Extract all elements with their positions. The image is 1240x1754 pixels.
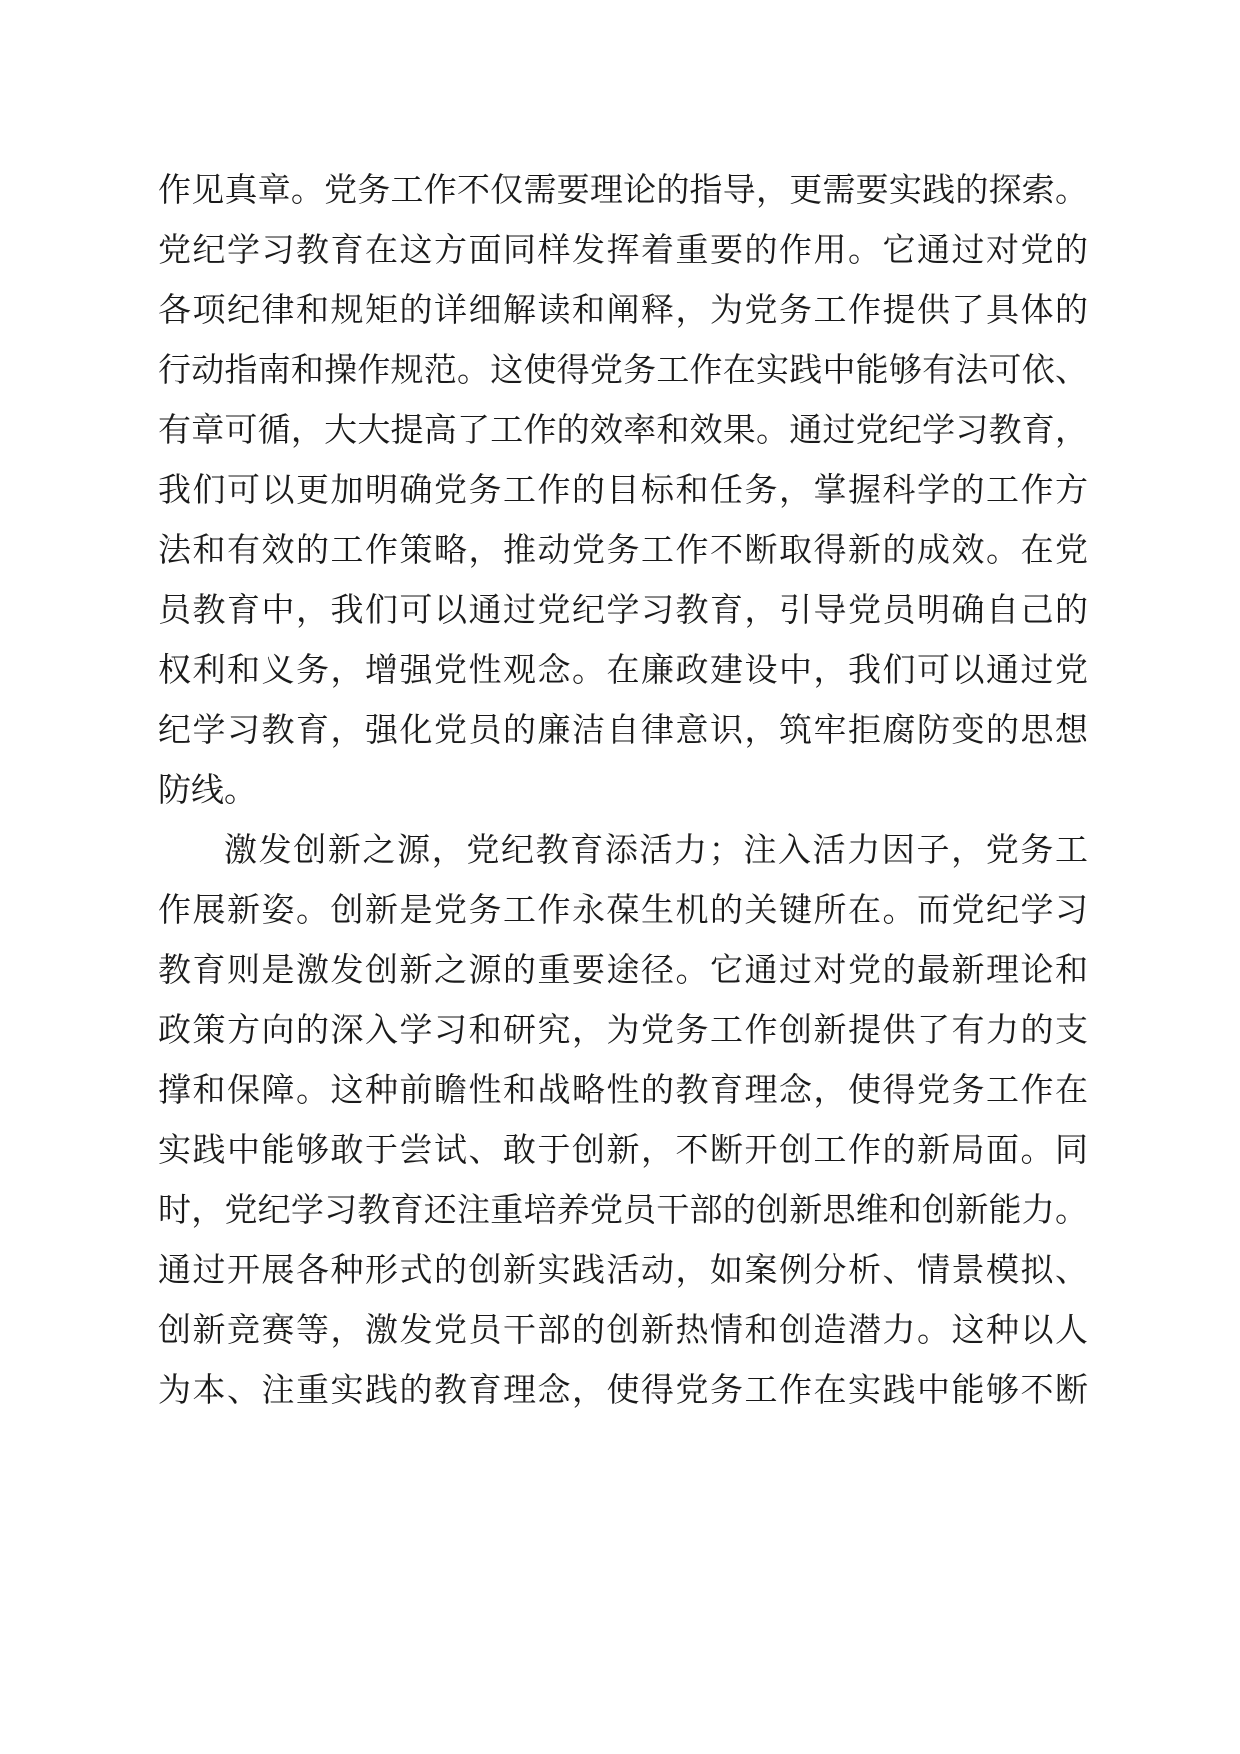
paragraph-2 — [158, 820, 1088, 1420]
text-line: 政策方向的深入学习和研究，为党务工作创新提供了有力的支 — [158, 1010, 1088, 1049]
text-line: 创新竞赛等，激发党员干部的创新热情和创造潜力。这种以人 — [158, 1310, 1088, 1349]
text-line: 撑和保障。这种前瞻性和战略性的教育理念，使得党务工作在 — [158, 1070, 1088, 1109]
text-line: 防线。 — [158, 770, 257, 809]
text-line: 激发创新之源，党纪教育添活力；注入活力因子，党务工 — [224, 830, 1088, 869]
text-line: 党纪学习教育在这方面同样发挥着重要的作用。它通过对党的 — [158, 230, 1088, 269]
text-line: 时，党纪学习教育还注重培养党员干部的创新思维和创新能力。 — [158, 1190, 1088, 1229]
text-line: 实践中能够敢于尝试、敢于创新，不断开创工作的新局面。同 — [158, 1130, 1088, 1169]
text-line: 作展新姿。创新是党务工作永葆生机的关键所在。而党纪学习 — [158, 890, 1088, 929]
text-line: 权利和义务，增强党性观念。在廉政建设中，我们可以通过党 — [158, 650, 1088, 689]
text-line: 各项纪律和规矩的详细解读和阐释，为党务工作提供了具体的 — [158, 290, 1088, 329]
text-line: 纪学习教育，强化党员的廉洁自律意识，筑牢拒腐防变的思想 — [158, 710, 1088, 749]
text-line: 行动指南和操作规范。这使得党务工作在实践中能够有法可依、 — [158, 350, 1088, 389]
body-text — [158, 160, 1088, 1420]
text-line: 有章可循，大大提高了工作的效率和效果。通过党纪学习教育， — [158, 410, 1088, 449]
text-line: 员教育中，我们可以通过党纪学习教育，引导党员明确自己的 — [158, 590, 1088, 629]
text-line: 我们可以更加明确党务工作的目标和任务，掌握科学的工作方 — [158, 470, 1088, 509]
text-line: 通过开展各种形式的创新实践活动，如案例分析、情景模拟、 — [158, 1250, 1088, 1289]
text-line: 作见真章。党务工作不仅需要理论的指导，更需要实践的探索。 — [158, 170, 1088, 209]
text-line: 为本、注重实践的教育理念，使得党务工作在实践中能够不断 — [158, 1370, 1088, 1409]
text-line: 教育则是激发创新之源的重要途径。它通过对党的最新理论和 — [158, 950, 1088, 989]
paragraph-1 — [158, 160, 1088, 820]
text-line: 法和有效的工作策略，推动党务工作不断取得新的成效。在党 — [158, 530, 1088, 569]
